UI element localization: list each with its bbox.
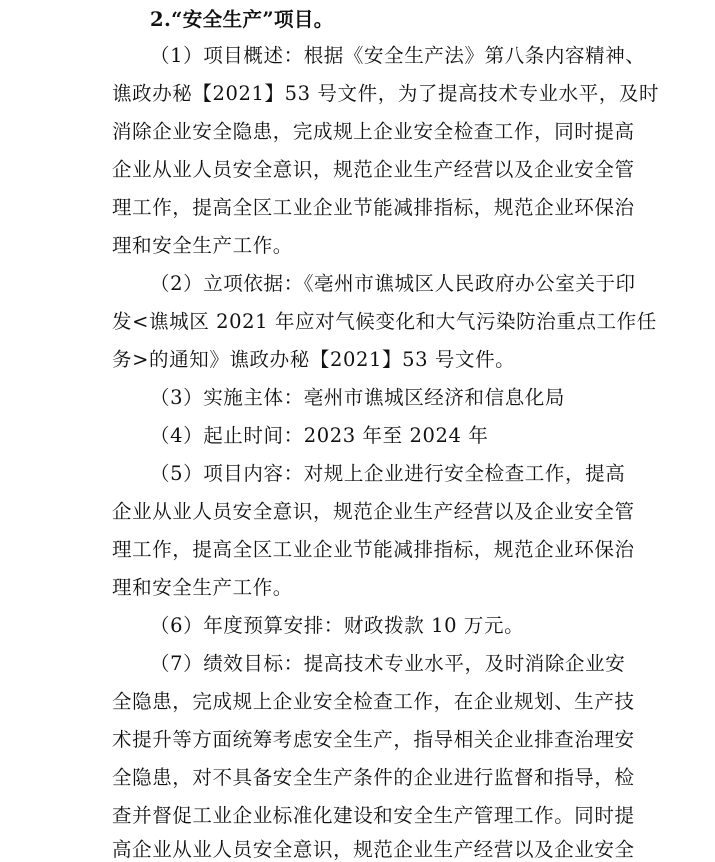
paragraph-line-item4: （4）起止时间：2023 年至 2024 年	[150, 424, 489, 447]
paragraph-line-item7-5: 查并督促工业企业标准化建设和安全生产管理工作。同时提	[112, 804, 635, 827]
paragraph-line-item7-1: （7）绩效目标：提高技术专业水平，及时消除企业安	[150, 652, 626, 675]
paragraph-line-item1-5: 理工作，提高全区工业企业节能减排指标，规范企业环保治	[112, 196, 635, 219]
paragraph-line-item1-1: （1）项目概述：根据《安全生产法》第八条内容精神、	[150, 44, 646, 67]
paragraph-line-item7-2: 全隐患，完成规上企业安全检查工作，在企业规划、生产技	[112, 690, 635, 713]
paragraph-line-item2-3: 务>的通知》谯政办秘【2021】53 号文件。	[112, 348, 516, 371]
paragraph-line-item5-4: 理和安全生产工作。	[112, 576, 293, 599]
paragraph-line-item7-3: 术提升等方面统筹考虑安全生产，指导相关企业排查治理安	[112, 728, 635, 751]
paragraph-line-item1-6: 理和安全生产工作。	[112, 234, 293, 257]
paragraph-line-item1-2: 谯政办秘【2021】53 号文件，为了提高技术专业水平，及时	[112, 82, 660, 105]
paragraph-line-item5-1: （5）项目内容：对规上企业进行安全检查工作，提高	[150, 462, 626, 485]
paragraph-line-item2-1: （2）立项依据：《亳州市谯城区人民政府办公室关于印	[150, 272, 636, 295]
paragraph-line-item1-3: 消除企业安全隐患，完成规上企业安全检查工作，同时提高	[112, 120, 635, 143]
section-heading: 2.“安全生产”项目。	[150, 8, 334, 31]
paragraph-line-item7-6: 高企业从业人员安全意识，规范企业生产经营以及企业安全	[112, 838, 635, 861]
paragraph-line-item7-4: 全隐患，对不具备安全生产条件的企业进行监督和指导，检	[112, 766, 635, 789]
paragraph-line-item5-2: 企业从业人员安全意识，规范企业生产经营以及企业安全管	[112, 500, 635, 523]
paragraph-line-item5-3: 理工作，提高全区工业企业节能减排指标，规范企业环保治	[112, 538, 635, 561]
paragraph-line-item3: （3）实施主体：亳州市谯城区经济和信息化局	[150, 386, 566, 409]
paragraph-line-item1-4: 企业从业人员安全意识，规范企业生产经营以及企业安全管	[112, 158, 635, 181]
paragraph-line-item6: （6）年度预算安排：财政拨款 10 万元。	[150, 614, 525, 637]
paragraph-line-item2-2: 发<谯城区 2021 年应对气候变化和大气污染防治重点工作任	[112, 310, 657, 333]
